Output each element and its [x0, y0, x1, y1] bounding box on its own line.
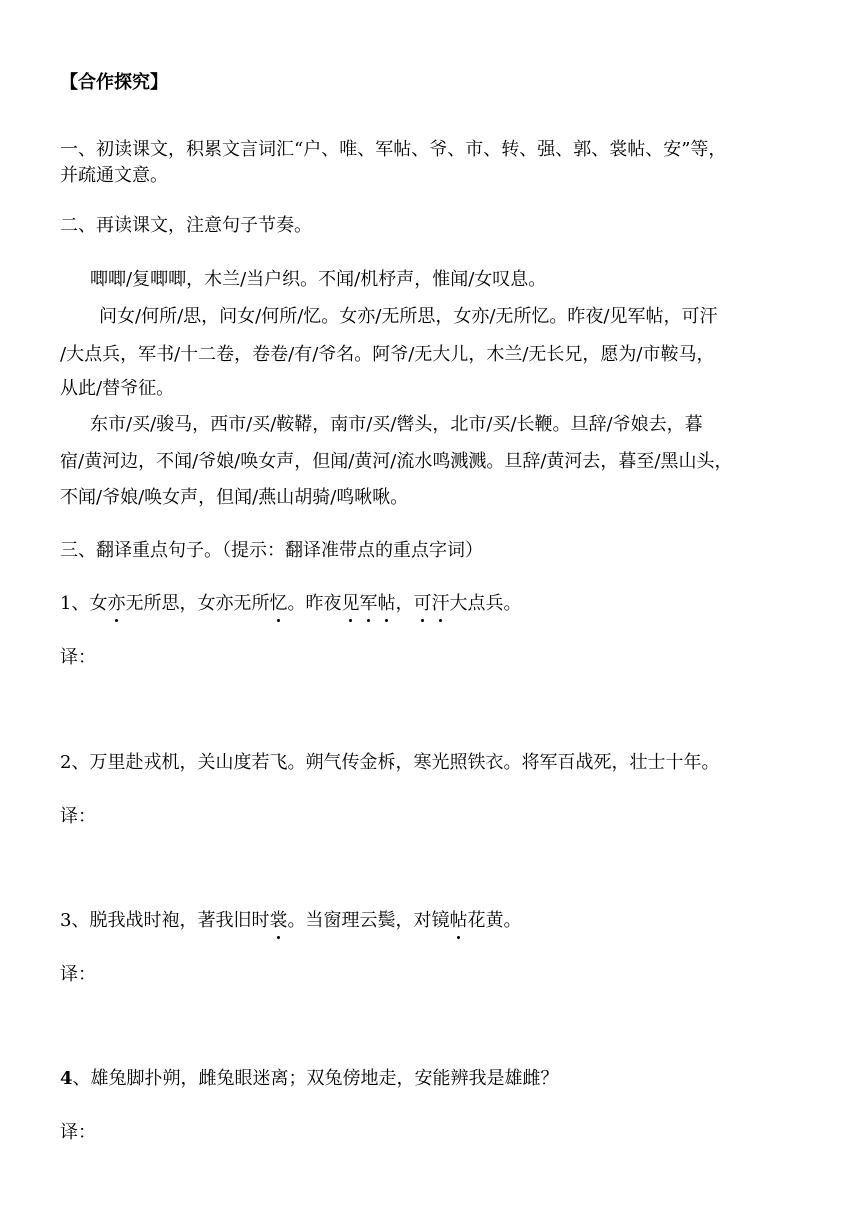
sentence-4	[60, 1066, 559, 1092]
rhythm-paragraph-3-line2: 宿/黄河边，不闻/爷娘/唤女声，但闻/黄河/流水鸣溅溅。旦辞/黄河去，暮至/黑山头，	[60, 451, 733, 472]
sentence-text: 万里赴戎机，关山度若飞。朔气传金柝，寒光照铁衣。将军百战死，壮士十年。	[89, 752, 720, 773]
sentence-text: 。昨夜	[287, 593, 342, 614]
sentence-1	[60, 591, 521, 617]
dotted-key-char: 忆	[269, 591, 287, 617]
section-heading: 【合作探究】	[60, 72, 168, 93]
dotted-key-char: 军	[359, 591, 377, 617]
sentence-2	[60, 750, 719, 776]
sentence-number: 3、	[60, 910, 90, 931]
sentence-text: 女	[89, 593, 108, 614]
sentence-text: ，	[395, 593, 414, 614]
dotted-key-char: 帖	[449, 908, 467, 934]
sentence-number: 1、	[60, 593, 90, 614]
rhythm-paragraph-2-line3: 从此/替爷征。	[60, 378, 175, 399]
translation-label-1: 译：	[60, 647, 96, 668]
task3-title: 三、翻译重点句子。（提示：翻译准带点的重点字词）	[60, 540, 483, 561]
sentence-text: 花黄。	[467, 910, 522, 931]
dotted-key-char: 亦	[107, 591, 125, 617]
sentence-3	[60, 908, 521, 934]
sentence-number: 4	[60, 1068, 73, 1089]
rhythm-paragraph-3-line3: 不闻/爷娘/唤女声，但闻/燕山胡骑/鸣啾啾。	[60, 487, 409, 508]
sentence-text: 无所思，女亦无所	[125, 593, 270, 614]
sentence-text: 大点兵。	[449, 593, 522, 614]
translation-label-2: 译：	[60, 806, 96, 827]
dotted-key-char: 汗	[431, 591, 449, 617]
dotted-key-char: 见	[341, 591, 359, 617]
rhythm-paragraph-2-line2: /大点兵，军书/十二卷，卷卷/有/爷名。阿爷/无大儿，木兰/无长兄，愿为/市鞍马，	[60, 344, 715, 365]
dotted-key-char: 裳	[269, 908, 287, 934]
rhythm-paragraph-3-line1: 东市/买/骏马，西市/买/鞍鞯，南市/买/辔头，北市/买/长鞭。旦辞/爷娘去，暮	[90, 414, 703, 435]
sentence-number: 2、	[60, 752, 90, 773]
dotted-key-char: 帖	[377, 591, 395, 617]
task1-line1: 一、初读课文，积累文言词汇“户、唯、军帖、爷、市、转、强、郭、裳帖、安”等，	[60, 139, 727, 160]
task1-line2: 并疏通文意。	[60, 165, 168, 186]
sentence-text: 。当窗理云鬓，对镜	[287, 910, 450, 931]
sentence-number-suffix: 、	[72, 1068, 91, 1089]
sentence-text: 脱我战时袍，著我旧时	[89, 910, 270, 931]
translation-label-4: 译：	[60, 1122, 96, 1143]
translation-label-3: 译：	[60, 964, 96, 985]
dotted-key-char: 可	[413, 591, 431, 617]
rhythm-paragraph-1: 唧唧/复唧唧，木兰/当户织。不闻/机杼声，惟闻/女叹息。	[90, 269, 547, 290]
rhythm-paragraph-2-line1: 问女/何所/思，问女/何所/忆。女亦/无所思，女亦/无所忆。昨夜/见军帖，可汗	[99, 306, 718, 327]
sentence-text: 雄兔脚扑朔，雌兔眼迷离；双兔傍地走，安能辨我是雄雌？	[90, 1068, 559, 1089]
task2-title: 二、再读课文，注意句子节奏。	[60, 215, 312, 236]
